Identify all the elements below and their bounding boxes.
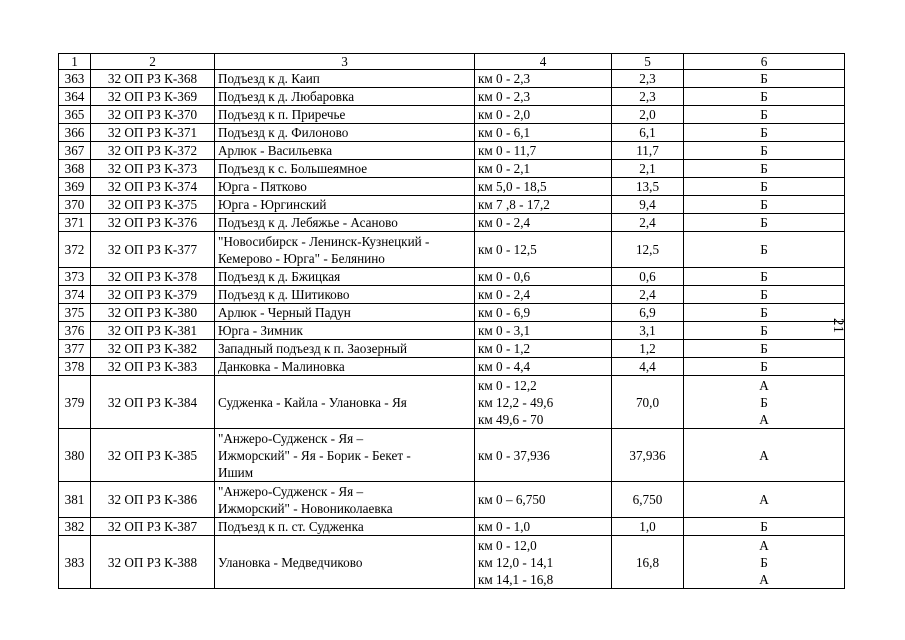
- km-range-cell-line: км 12,2 - 49,6: [478, 394, 554, 410]
- category-cell: [684, 196, 845, 214]
- row-number-cell: 377: [59, 340, 91, 358]
- km-range-cell: [475, 142, 612, 160]
- road-name-cell-line: Подъезд к д. Любаровка: [218, 89, 355, 104]
- category-cell-line: Б: [760, 269, 768, 284]
- km-range-cell-line: км 12,0 - 14,1: [478, 554, 554, 570]
- km-range-cell-line: км 0 - 2,3: [478, 89, 531, 104]
- category-cell-line: А: [759, 537, 769, 553]
- category-cell: [684, 376, 845, 429]
- road-name-cell-line: Юрга - Юргинский: [218, 197, 327, 212]
- row-number-cell: 365: [59, 106, 91, 124]
- row-number-cell: 381: [59, 482, 91, 518]
- length-cell: 6,1: [612, 124, 684, 142]
- length-cell: 2,4: [612, 214, 684, 232]
- row-number-cell: 366: [59, 124, 91, 142]
- category-cell-line: Б: [760, 71, 768, 86]
- km-range-cell: [475, 304, 612, 322]
- road-name-cell: [215, 304, 475, 322]
- road-code-cell: 32 ОП РЗ К-368: [91, 70, 215, 88]
- category-cell-line: Б: [760, 287, 768, 302]
- km-range-cell-line: км 0 - 37,936: [478, 447, 550, 463]
- row-number-cell: 367: [59, 142, 91, 160]
- row-number-cell: 372: [59, 232, 91, 268]
- table-row: [59, 124, 845, 142]
- table-row: [59, 214, 845, 232]
- road-code-cell: 32 ОП РЗ К-383: [91, 358, 215, 376]
- category-cell-line: Б: [760, 125, 768, 140]
- road-name-cell: [215, 376, 475, 429]
- column-header-6: 6: [684, 54, 845, 70]
- km-range-cell-line: км 0 - 2,4: [478, 215, 531, 230]
- road-code-cell: 32 ОП РЗ К-374: [91, 178, 215, 196]
- column-header-4: 4: [475, 54, 612, 70]
- road-name-cell-line: Арлюк - Черный Падун: [218, 305, 351, 320]
- road-name-cell: [215, 70, 475, 88]
- road-name-cell-line: Западный подъезд к п. Заозерный: [218, 341, 408, 356]
- category-cell: [684, 429, 845, 482]
- km-range-cell: [475, 196, 612, 214]
- road-name-cell-line: Юрга - Пятково: [218, 179, 307, 194]
- km-range-cell: [475, 358, 612, 376]
- km-range-cell: [475, 214, 612, 232]
- row-number-cell: 379: [59, 376, 91, 429]
- length-cell: 9,4: [612, 196, 684, 214]
- category-cell-line: Б: [760, 215, 768, 230]
- road-code-cell: 32 ОП РЗ К-380: [91, 304, 215, 322]
- column-header-3: 3: [215, 54, 475, 70]
- table-row: [59, 322, 845, 340]
- road-name-cell: [215, 160, 475, 178]
- km-range-cell-line: км 0 - 11,7: [478, 143, 537, 158]
- row-number-cell: 369: [59, 178, 91, 196]
- km-range-cell-line: км 0 - 2,0: [478, 107, 531, 122]
- road-code-cell: 32 ОП РЗ К-381: [91, 322, 215, 340]
- length-cell: 1,0: [612, 518, 684, 536]
- km-range-cell-line: км 7 ,8 - 17,2: [478, 197, 550, 212]
- km-range-cell-line: км 0 - 2,1: [478, 161, 531, 176]
- category-cell: [684, 232, 845, 268]
- road-name-cell: [215, 429, 475, 482]
- road-name-cell-line: Данковка - Малиновка: [218, 359, 345, 374]
- road-name-cell-line: "Анжеро-Судженск - Яя –: [218, 483, 364, 499]
- row-number-cell: 383: [59, 536, 91, 589]
- category-cell: [684, 536, 845, 589]
- road-code-cell: 32 ОП РЗ К-377: [91, 232, 215, 268]
- page-number: 21: [830, 318, 846, 333]
- length-cell: 1,2: [612, 340, 684, 358]
- road-code-cell: 32 ОП РЗ К-384: [91, 376, 215, 429]
- row-number-cell: 364: [59, 88, 91, 106]
- category-cell-line: А: [759, 571, 769, 587]
- road-name-cell-line: Арлюк - Васильевка: [218, 143, 333, 158]
- roads-table: [58, 53, 845, 589]
- category-cell: [684, 178, 845, 196]
- row-number-cell: 373: [59, 268, 91, 286]
- road-name-cell-line: Подъезд к д. Каип: [218, 71, 320, 86]
- road-code-cell: 32 ОП РЗ К-388: [91, 536, 215, 589]
- category-cell-line: Б: [760, 305, 768, 320]
- category-cell-line: Б: [760, 197, 768, 212]
- table-row: [59, 536, 845, 589]
- km-range-cell-line: км 0 - 12,0: [478, 537, 537, 553]
- row-number-cell: 382: [59, 518, 91, 536]
- table-row: [59, 518, 845, 536]
- km-range-cell: [475, 518, 612, 536]
- length-cell: 37,936: [612, 429, 684, 482]
- row-number-cell: 363: [59, 70, 91, 88]
- km-range-cell: [475, 106, 612, 124]
- category-cell-line: Б: [760, 242, 768, 257]
- road-name-cell: [215, 482, 475, 518]
- category-cell: [684, 70, 845, 88]
- road-name-cell-line: Ижморский" - Яя - Борик - Бекет -: [218, 447, 411, 463]
- row-number-cell: 380: [59, 429, 91, 482]
- length-cell: 2,0: [612, 106, 684, 124]
- length-cell: 2,3: [612, 88, 684, 106]
- km-range-cell-line: км 0 - 3,1: [478, 323, 531, 338]
- category-cell: [684, 124, 845, 142]
- category-cell: [684, 106, 845, 124]
- table-row: [59, 232, 845, 268]
- category-cell: [684, 214, 845, 232]
- table-row: [59, 178, 845, 196]
- length-cell: 13,5: [612, 178, 684, 196]
- table-header-row: [59, 54, 845, 70]
- road-name-cell-line: Кемерово - Юрга" - Белянино: [218, 250, 385, 266]
- road-code-cell: 32 ОП РЗ К-376: [91, 214, 215, 232]
- km-range-cell: [475, 286, 612, 304]
- km-range-cell-line: км 5,0 - 18,5: [478, 179, 547, 194]
- road-name-cell-line: Подъезд к д. Филоново: [218, 125, 349, 140]
- table-row: [59, 106, 845, 124]
- length-cell: 11,7: [612, 142, 684, 160]
- row-number-cell: 371: [59, 214, 91, 232]
- length-cell: 6,750: [612, 482, 684, 518]
- table-row: [59, 340, 845, 358]
- road-name-cell: [215, 88, 475, 106]
- column-header-2: 2: [91, 54, 215, 70]
- category-cell-line: А: [759, 447, 769, 463]
- road-name-cell: [215, 518, 475, 536]
- category-cell: [684, 142, 845, 160]
- category-cell-line: Б: [760, 107, 768, 122]
- road-name-cell: [215, 268, 475, 286]
- column-header-1: 1: [59, 54, 91, 70]
- column-header-5: 5: [612, 54, 684, 70]
- road-name-cell: [215, 214, 475, 232]
- category-cell-line: Б: [760, 143, 768, 158]
- category-cell-line: А: [759, 411, 769, 427]
- length-cell: 16,8: [612, 536, 684, 589]
- road-name-cell-line: "Новосибирск - Ленинск-Кузнецкий -: [218, 233, 430, 249]
- category-cell-line: Б: [760, 394, 768, 410]
- km-range-cell: [475, 482, 612, 518]
- road-code-cell: 32 ОП РЗ К-386: [91, 482, 215, 518]
- road-name-cell-line: Подъезд к д. Шитиково: [218, 287, 350, 302]
- category-cell: [684, 358, 845, 376]
- km-range-cell: [475, 70, 612, 88]
- km-range-cell-line: км 0 - 2,3: [478, 71, 531, 86]
- km-range-cell: [475, 268, 612, 286]
- km-range-cell: [475, 178, 612, 196]
- km-range-cell: [475, 88, 612, 106]
- km-range-cell-line: км 0 - 1,2: [478, 341, 531, 356]
- category-cell-line: Б: [760, 341, 768, 356]
- road-name-cell-line: Подъезд к п. ст. Судженка: [218, 519, 364, 534]
- km-range-cell-line: км 0 - 6,9: [478, 305, 531, 320]
- km-range-cell-line: км 0 – 6,750: [478, 492, 546, 507]
- length-cell: 12,5: [612, 232, 684, 268]
- km-range-cell-line: км 0 - 4,4: [478, 359, 531, 374]
- table-row: [59, 70, 845, 88]
- road-name-cell: [215, 340, 475, 358]
- table-row: [59, 286, 845, 304]
- length-cell: 4,4: [612, 358, 684, 376]
- row-number-cell: 368: [59, 160, 91, 178]
- road-name-cell: [215, 358, 475, 376]
- road-name-cell: [215, 124, 475, 142]
- row-number-cell: 378: [59, 358, 91, 376]
- table-row: [59, 376, 845, 429]
- table-row: [59, 142, 845, 160]
- km-range-cell-line: км 0 - 6,1: [478, 125, 531, 140]
- table-row: [59, 88, 845, 106]
- road-name-cell: [215, 142, 475, 160]
- road-name-cell-line: Улановка - Медведчиково: [218, 554, 363, 570]
- category-cell-line: Б: [760, 554, 768, 570]
- km-range-cell: [475, 160, 612, 178]
- category-cell: [684, 322, 845, 340]
- table-row: [59, 429, 845, 482]
- km-range-cell-line: км 0 - 12,5: [478, 242, 537, 257]
- road-code-cell: 32 ОП РЗ К-373: [91, 160, 215, 178]
- category-cell-line: Б: [760, 359, 768, 374]
- row-number-cell: 370: [59, 196, 91, 214]
- length-cell: 2,4: [612, 286, 684, 304]
- category-cell-line: Б: [760, 323, 768, 338]
- km-range-cell: [475, 536, 612, 589]
- road-code-cell: 32 ОП РЗ К-370: [91, 106, 215, 124]
- road-name-cell: [215, 106, 475, 124]
- road-name-cell: [215, 196, 475, 214]
- km-range-cell-line: км 14,1 - 16,8: [478, 571, 554, 587]
- km-range-cell-line: км 0 - 1,0: [478, 519, 531, 534]
- table-row: [59, 482, 845, 518]
- road-name-cell-line: Судженка - Кайла - Улановка - Яя: [218, 394, 407, 410]
- category-cell: [684, 482, 845, 518]
- row-number-cell: 376: [59, 322, 91, 340]
- road-code-cell: 32 ОП РЗ К-375: [91, 196, 215, 214]
- km-range-cell: [475, 124, 612, 142]
- road-name-cell-line: Ижморский" - Новониколаевка: [218, 500, 393, 516]
- category-cell-line: А: [759, 492, 769, 507]
- category-cell-line: Б: [760, 89, 768, 104]
- road-name-cell-line: Подъезд к д. Лебяжье - Асаново: [218, 215, 398, 230]
- category-cell: [684, 286, 845, 304]
- row-number-cell: 374: [59, 286, 91, 304]
- length-cell: 0,6: [612, 268, 684, 286]
- km-range-cell: [475, 429, 612, 482]
- road-code-cell: 32 ОП РЗ К-372: [91, 142, 215, 160]
- table-row: [59, 196, 845, 214]
- road-code-cell: 32 ОП РЗ К-371: [91, 124, 215, 142]
- road-name-cell: [215, 536, 475, 589]
- length-cell: 3,1: [612, 322, 684, 340]
- road-name-cell-line: Юрга - Зимник: [218, 323, 303, 338]
- category-cell-line: Б: [760, 179, 768, 194]
- road-name-cell-line: Ишим: [218, 464, 254, 480]
- km-range-cell-line: км 49,6 - 70: [478, 411, 544, 427]
- category-cell-line: Б: [760, 519, 768, 534]
- road-code-cell: 32 ОП РЗ К-379: [91, 286, 215, 304]
- length-cell: 6,9: [612, 304, 684, 322]
- table-row: [59, 358, 845, 376]
- road-name-cell-line: Подъезд к с. Большеямное: [218, 161, 368, 176]
- category-cell-line: Б: [760, 161, 768, 176]
- road-name-cell: [215, 322, 475, 340]
- category-cell: [684, 160, 845, 178]
- road-code-cell: 32 ОП РЗ К-378: [91, 268, 215, 286]
- category-cell: [684, 304, 845, 322]
- category-cell-line: А: [759, 377, 769, 393]
- road-name-cell: [215, 232, 475, 268]
- length-cell: 2,3: [612, 70, 684, 88]
- road-code-cell: 32 ОП РЗ К-369: [91, 88, 215, 106]
- row-number-cell: 375: [59, 304, 91, 322]
- km-range-cell-line: км 0 - 12,2: [478, 377, 537, 393]
- km-range-cell-line: км 0 - 2,4: [478, 287, 531, 302]
- road-name-cell: [215, 286, 475, 304]
- km-range-cell: [475, 232, 612, 268]
- category-cell: [684, 88, 845, 106]
- road-name-cell: [215, 178, 475, 196]
- length-cell: 2,1: [612, 160, 684, 178]
- length-cell: 70,0: [612, 376, 684, 429]
- road-code-cell: 32 ОП РЗ К-385: [91, 429, 215, 482]
- table-row: [59, 268, 845, 286]
- table-row: [59, 160, 845, 178]
- category-cell: [684, 340, 845, 358]
- table-row: [59, 304, 845, 322]
- road-code-cell: 32 ОП РЗ К-387: [91, 518, 215, 536]
- category-cell: [684, 268, 845, 286]
- km-range-cell-line: км 0 - 0,6: [478, 269, 531, 284]
- road-name-cell-line: Подъезд к п. Приречье: [218, 107, 346, 122]
- km-range-cell: [475, 376, 612, 429]
- km-range-cell: [475, 340, 612, 358]
- category-cell: [684, 518, 845, 536]
- km-range-cell: [475, 322, 612, 340]
- road-code-cell: 32 ОП РЗ К-382: [91, 340, 215, 358]
- road-name-cell-line: Подъезд к д. Бжицкая: [218, 269, 341, 284]
- road-name-cell-line: "Анжеро-Судженск - Яя –: [218, 430, 364, 446]
